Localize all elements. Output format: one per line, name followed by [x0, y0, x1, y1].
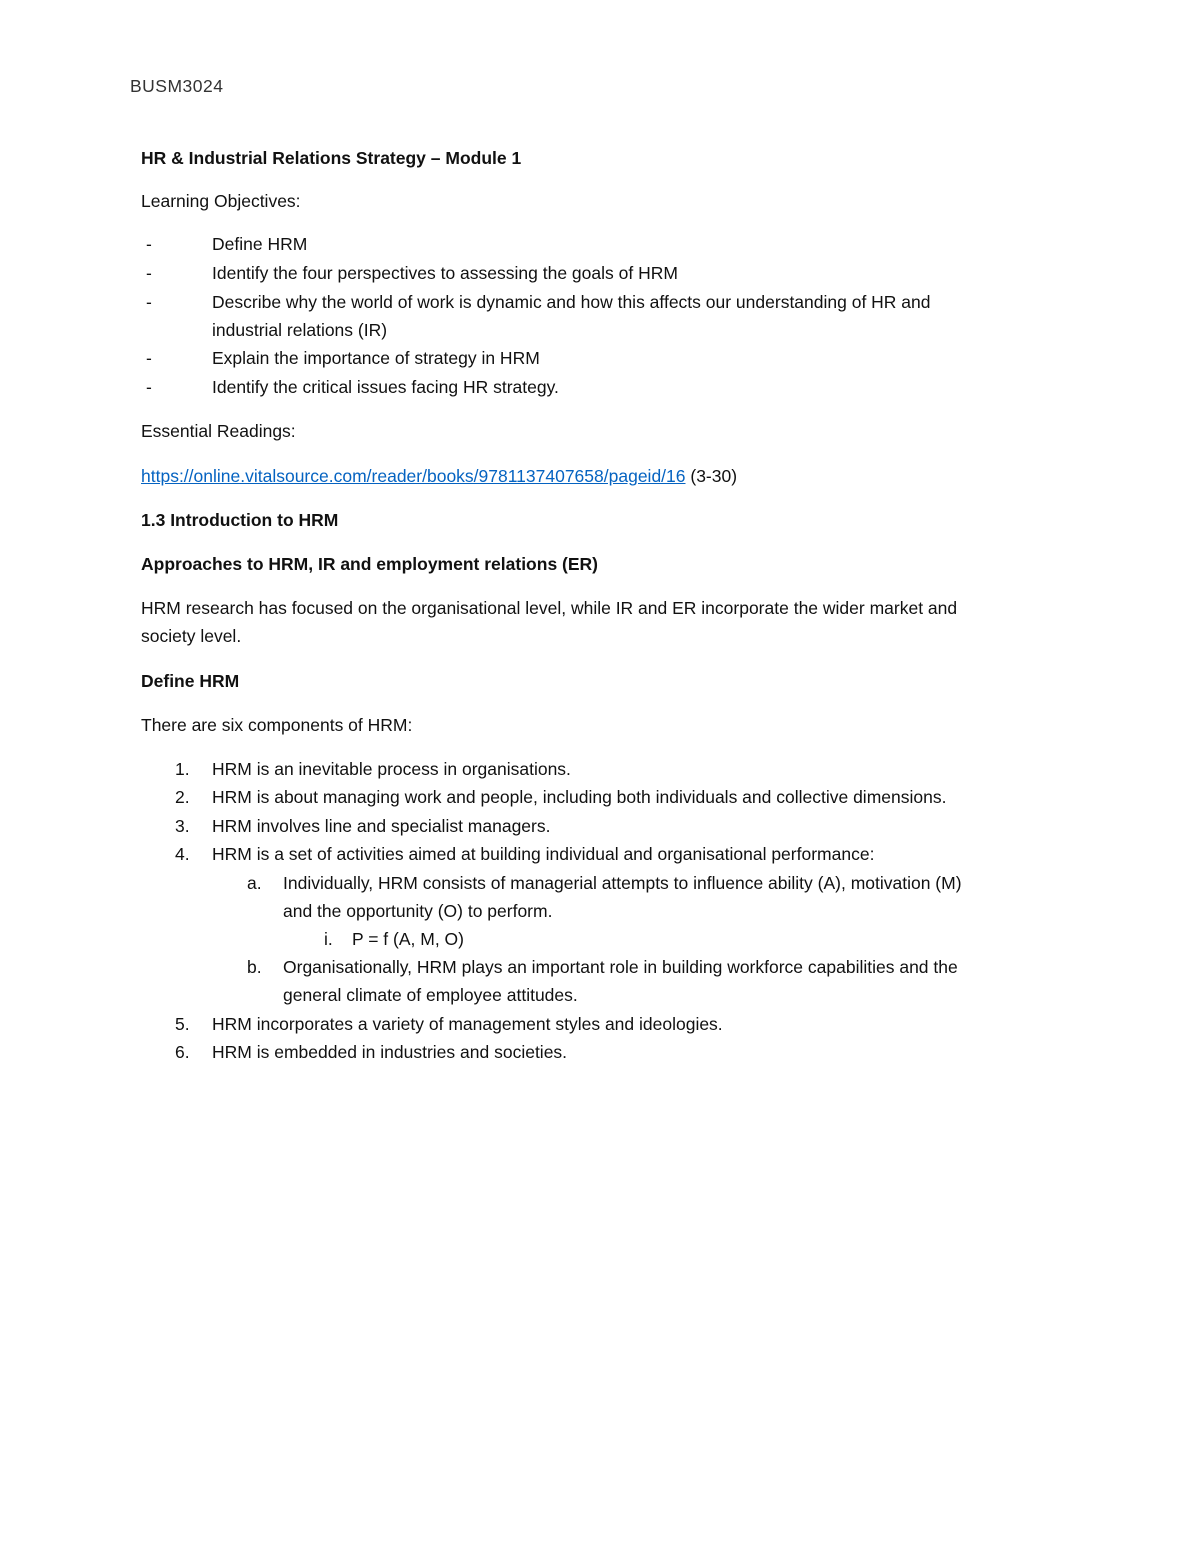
sub-marker: b. [247, 957, 262, 977]
subheading-approaches: Approaches to HRM, IR and employment relations (ER) [141, 554, 598, 574]
component-item [0, 843, 1200, 865]
approaches-paragraph-line: HRM research has focused on the organisational level, while IR and ER incorporate the wider market and [141, 598, 958, 618]
component-text: HRM is about managing work and people, including both individuals and collective dimensions. [212, 787, 947, 807]
sub-marker: a. [247, 873, 262, 893]
sub-item-a-continuation [0, 900, 1200, 922]
document-title: HR & Industrial Relations Strategy – Module 1 [141, 148, 522, 168]
course-code-header: BUSM3024 [130, 76, 224, 96]
learning-objectives-label: Learning Objectives: [141, 191, 301, 211]
sub-item-i [0, 928, 1200, 950]
objective-item [0, 347, 1200, 369]
component-item [0, 758, 1200, 780]
components-intro: There are six components of HRM: [141, 715, 413, 735]
component-text: HRM is an inevitable process in organisations. [212, 759, 571, 779]
component-text: HRM is a set of activities aimed at building individual and organisational performance: [212, 844, 875, 864]
component-number: 6. [175, 1042, 190, 1062]
objective-item [0, 233, 1200, 255]
bullet-dash: - [146, 348, 152, 368]
reading-link[interactable]: https://online.vitalsource.com/reader/books/9781137407658/pageid/16 [141, 466, 686, 486]
bullet-dash: - [146, 292, 152, 312]
bullet-dash: - [146, 234, 152, 254]
bullet-dash: - [146, 377, 152, 397]
objective-text: Identify the four perspectives to assessing the goals of HRM [212, 263, 678, 283]
component-number: 2. [175, 787, 190, 807]
component-item [0, 1013, 1200, 1035]
bullet-dash: - [146, 263, 152, 283]
component-number: 5. [175, 1014, 190, 1034]
component-item [0, 786, 1200, 808]
sub-item-b [0, 956, 1200, 978]
component-number: 4. [175, 844, 190, 864]
sub-item-a [0, 872, 1200, 894]
sub-text: general climate of employee attitudes. [283, 985, 578, 1005]
objective-item [0, 376, 1200, 398]
component-number: 1. [175, 759, 190, 779]
objective-text: industrial relations (IR) [212, 320, 388, 340]
essential-readings-label: Essential Readings: [141, 421, 296, 441]
objective-text: Explain the importance of strategy in HRM [212, 348, 540, 368]
component-number: 3. [175, 816, 190, 836]
sub-item-b-continuation [0, 984, 1200, 1006]
sub-text: Individually, HRM consists of managerial attempts to influence ability (A), motivation (M) [283, 873, 962, 893]
sub-text: Organisationally, HRM plays an important role in building workforce capabilities and the [283, 957, 958, 977]
reading-line [141, 465, 737, 487]
objective-item [0, 262, 1200, 284]
component-item [0, 815, 1200, 837]
objective-text: Identify the critical issues facing HR strategy. [212, 377, 559, 397]
objective-item [0, 291, 1200, 313]
objective-text: Describe why the world of work is dynamic and how this affects our understanding of HR and [212, 292, 931, 312]
formula-text: P = f (A, M, O) [352, 929, 464, 949]
component-text: HRM involves line and specialist managers. [212, 816, 551, 836]
objective-item-continuation [0, 319, 1200, 341]
approaches-paragraph-line: society level. [141, 626, 242, 646]
subheading-define-hrm: Define HRM [141, 671, 240, 691]
component-text: HRM incorporates a variety of management styles and ideologies. [212, 1014, 723, 1034]
component-item [0, 1041, 1200, 1063]
objective-text: Define HRM [212, 234, 308, 254]
sub-text: and the opportunity (O) to perform. [283, 901, 553, 921]
reading-pages: (3-30) [690, 466, 738, 486]
roman-marker: i. [324, 929, 333, 949]
section-heading: 1.3 Introduction to HRM [141, 510, 339, 530]
component-text: HRM is embedded in industries and societies. [212, 1042, 568, 1062]
